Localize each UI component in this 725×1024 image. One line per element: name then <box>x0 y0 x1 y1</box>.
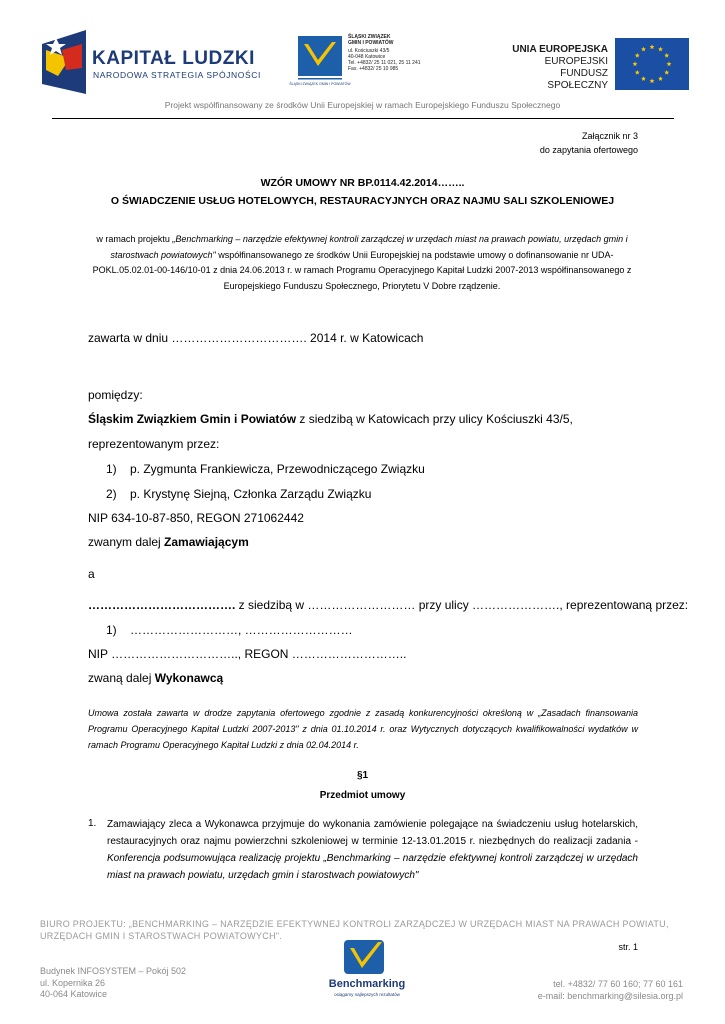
contract-date-line: zawarta w dniu ……………………………. 2014 r. w Katowicach <box>88 331 424 345</box>
attachment-label <box>420 129 638 157</box>
szgp-logo-caption: ŚLĄSKI ZWIĄZEK GMIN I POWIATÓW <box>289 82 351 86</box>
attachment-line1: Załącznik nr 3 <box>581 131 638 141</box>
section-title: Przedmiot umowy <box>319 790 406 801</box>
party1-name: Śląskim Związkiem Gmin i Powiatów <box>88 412 297 426</box>
rep-name: p. Zygmunta Frankiewicza, Przewodniczącego Związku <box>130 462 425 476</box>
party2-nip-regon: NIP ………………………….., REGON ……………………….. <box>88 647 407 661</box>
ue-text-block <box>500 44 608 92</box>
party2-role-line <box>88 671 223 685</box>
point-number: 1. <box>88 818 97 829</box>
office-address <box>40 966 186 1001</box>
party1-role-line <box>88 535 249 549</box>
between-label: pomiędzy: <box>88 388 143 402</box>
benchmarking-tagline: osiągamy najlepszych rezultatów <box>334 992 400 997</box>
represented-by-label: reprezentowanym przez: <box>88 437 220 451</box>
document-title: WZÓR UMOWY NR BP.0114.42.2014…….. <box>260 177 465 189</box>
intro-pre: w ramach projektu <box>96 234 173 244</box>
rep-number: 2) <box>106 487 117 501</box>
szgp-contact-block <box>348 34 421 72</box>
section-symbol: §1 <box>356 770 369 781</box>
party2-line <box>88 598 688 612</box>
party2-role-pre: zwaną dalej <box>88 671 155 685</box>
contact-email: e-mail: benchmarking@silesia.org.pl <box>537 991 683 1001</box>
benchmarking-name: Benchmarking <box>328 978 406 990</box>
address-line: ul. Kopernika 26 <box>40 977 106 988</box>
szgp-line: ŚLĄSKI ZWIĄZEK <box>348 34 391 40</box>
kapital-ludzki-subtitle: NARODOWA STRATEGIA SPÓJNOŚCI <box>93 70 261 80</box>
szgp-line: 40-048 Katowice <box>348 54 386 60</box>
benchmarking-logo-icon <box>340 938 390 978</box>
party2-name: ………………………………. <box>88 598 236 612</box>
rep-name: p. Krystynę Siejną, Członka Zarządu Związku <box>130 487 372 501</box>
intro-paragraph <box>86 232 638 294</box>
procurement-note: Umowa została zawarta w drodze zapytania ofertowego zgodnie z zasadą konkurencyjności określoną w „Zasadach finansowania Programu Operacyjnego Kapitał Ludzki 2007-2013" z dnia 01.10.2014 r. oraz Wytycznych dotyczących kwalifikowalności wydatków w ramach Programu Operacyjnego Kapitał Ludzki z dnia 02.04.2014 r. <box>88 708 638 750</box>
rep2-name: ………………………, ……………………… <box>130 623 353 637</box>
party1-role: Zamawiającym <box>164 535 249 549</box>
rep-number: 1) <box>106 462 117 476</box>
ue-line2: EUROPEJSKI <box>544 56 608 67</box>
office-contact <box>500 978 683 1002</box>
szgp-line: GMIN I POWIATÓW <box>348 40 394 46</box>
szgp-line: Tel. +4832/ 25 11 021, 25 11 241 <box>348 60 421 66</box>
contact-phone: tel. +4832/ 77 60 160; 77 60 161 <box>553 979 683 989</box>
party1-line <box>88 412 573 426</box>
page-number: str. 1 <box>618 942 638 952</box>
address-line: Budynek INFOSYSTEM – Pokój 502 <box>40 966 187 976</box>
attachment-line2: do zapytania ofertowego <box>539 145 638 155</box>
kapital-ludzki-logo-icon <box>40 30 88 94</box>
rep2-number: 1) <box>106 623 117 637</box>
party2-role: Wykonawcą <box>154 671 224 685</box>
and-label: a <box>88 567 95 581</box>
kapital-ludzki-title: KAPITAŁ LUDZKI <box>92 48 255 69</box>
cofinance-note: Projekt współfinansowany ze środków Unii Europejskiej w ramach Europejskiego Funduszu Społecznego <box>164 100 561 110</box>
point-text-main: Zamawiający zleca a Wykonawca przyjmuje do wykonania zamówienie polegające na świadczeniu usług hotelarskich, restauracyjnych oraz najmu powierzchni szkoleniowej w terminie 12-13.01.2015 r. niezbędnych do realizacji zadania - <box>107 819 638 847</box>
project-office-banner: BIURO PROJEKTU: „BENCHMARKING – NARZĘDZIE EFEKTYWNEJ KONTROLI ZARZĄDCZEJ W URZĘDACH MIAST NA PRAWACH POWIATU, URZĘDACH GMIN I STAROSTWACH POWIATOWYCH". <box>40 919 669 941</box>
ue-line3: FUNDUSZ SPOŁECZNY <box>547 68 608 91</box>
intro-project-name: „Benchmarking – narzędzie efektywnej kontroli zarządczej w urzędach miast na prawach powiatu, urzędach gmin i starostwach powiatowych" <box>110 234 628 260</box>
party1-address: z siedzibą w Katowicach przy ulicy Kościuszki 43/5, <box>296 412 573 426</box>
eu-flag-icon <box>615 38 689 90</box>
party2-address: z siedzibą w ……………………… przy ulicy …………………., reprezentowaną przez: <box>235 598 689 612</box>
point-text-italic: Konferencja podsumowująca realizację projektu „Benchmarking – narzędzie efektywnej kontroli zarządczej w urzędach miast na prawach powiatu, urzędach gmin i starostwach powiatowych" <box>107 853 638 881</box>
point-text <box>107 816 638 884</box>
party1-nip-regon: NIP 634-10-87-850, REGON 271062442 <box>88 511 304 525</box>
ue-line1: UNIA EUROPEJSKA <box>512 44 608 55</box>
document-subtitle: O ŚWIADCZENIE USŁUG HOTELOWYCH, RESTAURACYJNYCH ORAZ NAJMU SALI SZKOLENIOWEJ <box>110 195 615 207</box>
szgp-logo-icon <box>289 36 351 88</box>
address-line: 40-064 Katowice <box>40 989 108 999</box>
intro-post: współfinansowanego ze środków Unii Europejskiej na podstawie umowy o dofinansowanie nr UDA-POKL.05.02.01-00-146/10-01 z dnia 24.06.2013 r. w ramach Programu Operacyjnego Kapitał Ludzki 2007-2013 współfinansowanego z Europejskiego Funduszu Społecznego, Priorytetu V Dobre rządzenie. <box>92 249 632 291</box>
szgp-line: Fax. +4832/ 25 10 985 <box>348 66 399 72</box>
party1-role-pre: zwanym dalej <box>88 535 165 549</box>
header-divider <box>52 118 674 119</box>
szgp-line: ul. Kościuszki 43/5 <box>348 48 390 54</box>
